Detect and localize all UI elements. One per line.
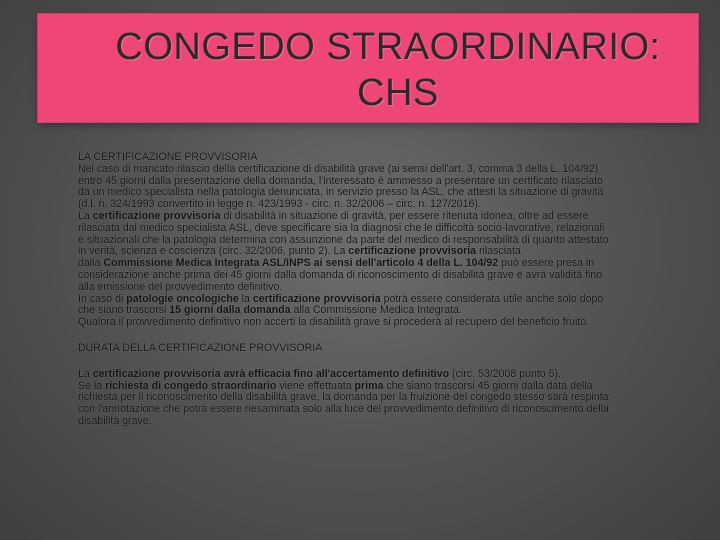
slide-title-line-1: CONGEDO STRAORDINARIO: [115,26,661,68]
text-run: può essere presa in [498,257,595,270]
text-run: (d.l. n. 324/1993 convertito in legge n. 423/1993 - circ. n. 32/2006 – circ. n. 127/2016). [78,198,481,211]
text-run: alla emissione del provvedimento definitivo. [78,280,283,293]
text-run: Qualora il provvedimento definitivo non accerti la disabilità grave si procederà al recupero del beneficio fruito. [78,316,590,329]
section-body-certificazione [78,164,718,329]
bold-text: patologie oncologiche [126,292,239,305]
text-run: considerazione anche prima dei 45 giorni dalla domanda di riconoscimento di disabilità grave e avrà validità fino [78,268,603,281]
title-banner [38,14,698,122]
text-run: e situazionali che la patologia determina con assunzione da parte del medico di responsabilità di quanto attestato [78,233,609,246]
text-run: di disabilità in situazione di gravità, per essere ritenuta idonea, oltre ad essere [220,209,589,222]
text-run: (circ. 53/2008 punto 5). [449,367,561,380]
text-run: Se la [78,379,106,392]
text-run: da un medico specialista nella patologia denunciata, in servizio presso la ASL, che attesti la situazione di gravità [78,186,604,199]
section-body-durata [78,369,718,428]
text-run: La [78,367,93,380]
text-line [78,404,718,416]
section-heading-durata: DURATA DELLA CERTIFICAZIONE PROVVISORIA [78,341,323,354]
text-run: rilasciata [476,245,521,258]
bold-text: certificazione provvisoria [252,292,381,305]
text-run: entro 45 giorni dalla presentazione della domanda, l'interessato è ammesso a presentare un certificato rilasciato [78,174,603,187]
text-run: dalla [78,257,104,270]
text-run: in verità, scienza e coscienza (circ. 32/2006, punto 2). La [78,245,349,258]
section-heading-certificazione: LA CERTIFICAZIONE PROVVISORIA [78,151,258,163]
slide-title-line-2: CHS [357,72,439,114]
text-run: con l'annotazione che potrà essere riesaminata solo alla luce del provvedimento definitivo di riconoscimento della [78,403,609,416]
text-run: viene effettuata [276,379,355,392]
text-run: In caso di [78,292,127,305]
text-run: che siano trascorsi 45 giorni dalla data della [383,379,593,392]
bold-text: Commissione Medica Integrata ASL/INPS ai sensi dell'articolo 4 della L. 104/92 [103,257,499,270]
text-run: rilasciata dal medico specialista ASL, deve specificare sia la diagnosi che le difficoltà socio-lavorative, relazionali [78,221,605,234]
bold-text: certificazione provvisoria [348,245,477,258]
bold-text: certificazione provvisoria avrà efficacia fino all'accertamento definitivo [92,367,450,380]
bold-text: prima [354,379,384,392]
bold-text: richiesta di congedo straordinario [105,379,277,392]
text-run: alla Commissione Medica Integrata. [290,304,462,317]
bold-text: 15 giorni dalla domanda [169,304,291,317]
text-run: La [78,209,93,222]
slide-body [78,152,718,428]
text-line [78,416,718,428]
text-line [78,317,718,329]
bold-text: certificazione provvisoria [92,209,221,222]
text-run: richiesta per il riconoscimento della disabilità grave, la domanda per la fruizione del congedo stesso sarà respinta [78,391,609,404]
text-run: la [238,292,253,305]
text-run: che siano trascorsi [78,304,170,317]
text-run: disabilità grave. [78,414,152,427]
text-run: Nel caso di mancato rilascio della certificazione di disabilità grave (ai sensi dell'art. 3, comma 3 della L. 104/92) [78,162,599,175]
text-run: potrà essere considerata utile anche solo dopo [380,292,604,305]
